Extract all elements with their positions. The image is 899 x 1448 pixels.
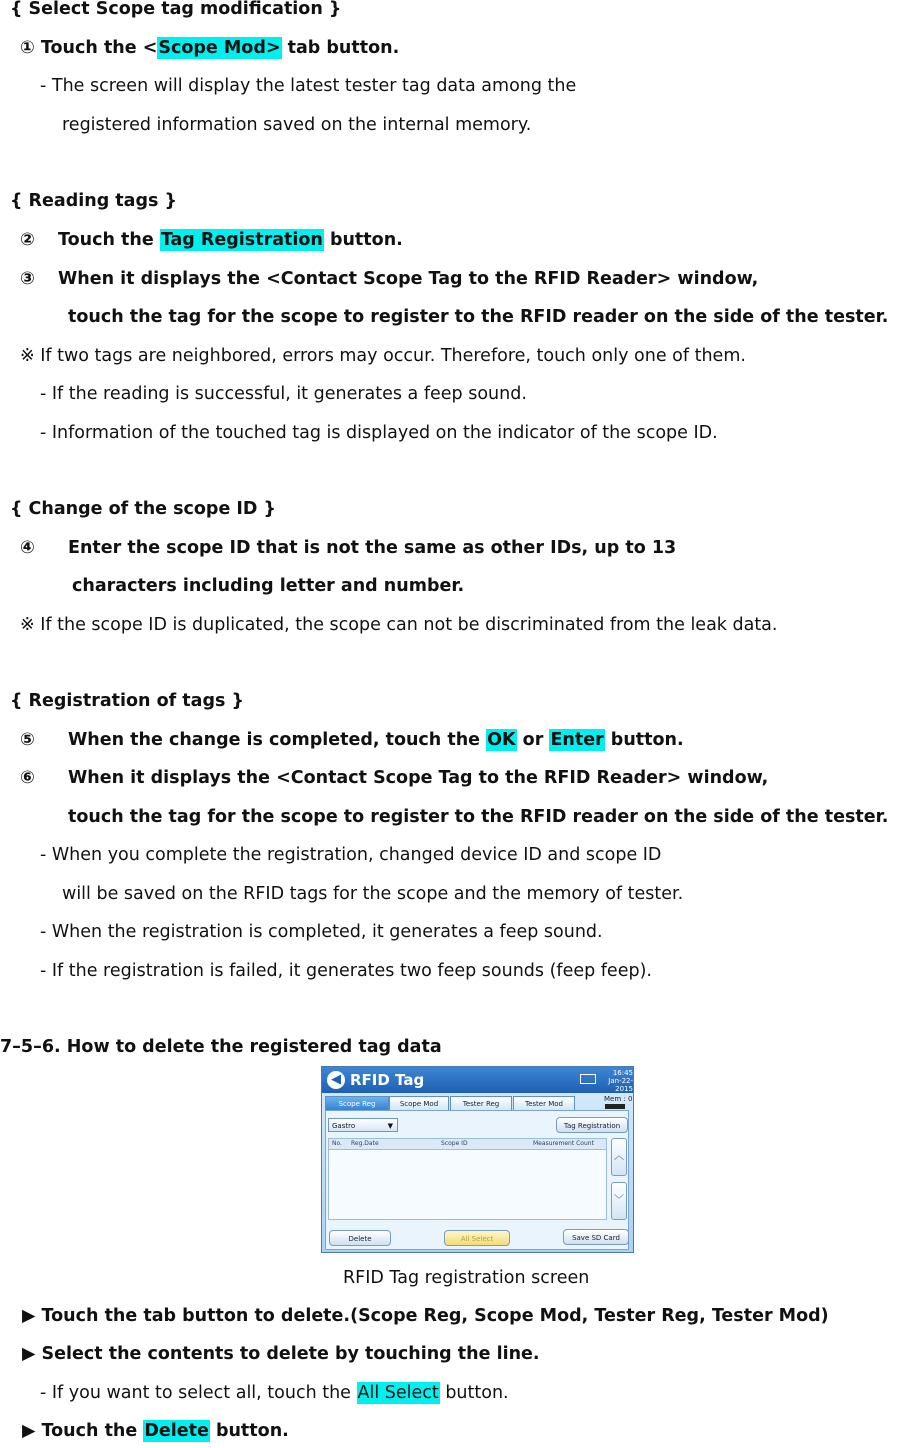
device-date: Jan-22-2015 [608, 1077, 633, 1093]
step-2 [20, 228, 403, 252]
step-text: Touch the [58, 230, 160, 250]
column-no: No. [332, 1140, 342, 1147]
step-text-end: tab button. [281, 38, 400, 58]
department-value: Gastro [332, 1122, 356, 1130]
scroll-up-button[interactable] [611, 1138, 627, 1176]
bullet-3 [22, 1419, 289, 1443]
step-text-mid: or [516, 730, 550, 750]
tab-scope-reg[interactable]: Scope Reg [325, 1096, 389, 1111]
chevron-down-icon: ﹀ [614, 1195, 624, 1206]
tab-tester-reg[interactable]: Tester Reg [450, 1096, 512, 1111]
save-sd-card-button[interactable]: Save SD Card [563, 1229, 629, 1245]
step-text: When the change is completed, touch the [68, 730, 487, 750]
step-1 [20, 36, 399, 60]
step-number: ① [20, 38, 35, 58]
delete-button[interactable]: Delete [329, 1230, 391, 1246]
reading-tags-heading: { Reading tags } [10, 191, 177, 211]
reading-note-1: - If the reading is successful, it generates a feep sound. [40, 384, 527, 404]
step-6-cont: touch the tag for the scope to register to the RFID reader on the side of the tester. [68, 807, 889, 827]
tab-tester-mod[interactable]: Tester Mod [513, 1096, 575, 1111]
bullet-2: ▶ Select the contents to delete by touching the line. [22, 1344, 540, 1364]
step-number: ④ [20, 538, 35, 558]
note-text-end: button. [439, 1383, 509, 1403]
enter-highlight: Enter [550, 730, 604, 750]
scroll-down-button[interactable] [611, 1182, 627, 1220]
step-text-end: button. [323, 230, 403, 250]
memory-label: Mem : 0 [604, 1095, 633, 1103]
note-text: - If you want to select all, touch the [40, 1383, 357, 1403]
tag-list-table[interactable] [328, 1138, 607, 1220]
step-1-note-cont: registered information saved on the internal memory. [62, 115, 532, 135]
step-text: When it displays the <Contact Scope Tag to the RFID Reader> window, [58, 269, 759, 289]
back-arrow-icon[interactable]: ◀ [327, 1071, 345, 1089]
reading-note-2: - Information of the touched tag is displayed on the indicator of the scope ID. [40, 423, 718, 443]
step-4 [20, 536, 676, 560]
step-number: ⑥ [20, 768, 35, 788]
reg-note-2: - When the registration is completed, it generates a feep sound. [40, 922, 603, 942]
step-number: ② [20, 230, 35, 250]
bullet-text-end: button. [209, 1421, 289, 1441]
screenshot-caption: RFID Tag registration screen [343, 1268, 590, 1288]
column-measurement-count: Measurement Count [533, 1140, 594, 1147]
chevron-up-icon: ︿ [614, 1151, 624, 1162]
delete-highlight: Delete [144, 1421, 209, 1441]
change-warning: ※ If the scope ID is duplicated, the scope can not be discriminated from the leak data. [20, 615, 778, 635]
registration-heading: { Registration of tags } [10, 691, 244, 711]
tag-registration-button[interactable]: Tag Registration [556, 1117, 628, 1133]
reading-warning: ※ If two tags are neighbored, errors may occur. Therefore, touch only one of them. [20, 346, 746, 366]
all-select-highlight: All Select [357, 1383, 439, 1403]
step-text-end: button. [604, 730, 684, 750]
device-clock [598, 1069, 633, 1093]
step-4-cont: characters including letter and number. [72, 576, 465, 596]
column-reg-date: Reg.Date [351, 1140, 379, 1147]
step-5 [20, 728, 684, 752]
tag-registration-highlight: Tag Registration [160, 230, 323, 250]
step-3-cont: touch the tag for the scope to register to the RFID reader on the side of the tester. [68, 307, 889, 327]
step-6 [20, 766, 768, 790]
step-text: Touch the < [40, 38, 158, 58]
change-scope-heading: { Change of the scope ID } [10, 499, 277, 519]
step-number: ③ [20, 269, 35, 289]
chevron-down-icon: ▼ [387, 1122, 393, 1130]
table-header [329, 1139, 606, 1150]
step-3 [20, 267, 758, 291]
bullet-text: ▶ Touch the [22, 1421, 144, 1441]
battery-icon [580, 1074, 596, 1084]
device-title: RFID Tag [350, 1071, 425, 1089]
step-text: When it displays the <Contact Scope Tag to the RFID Reader> window, [68, 768, 769, 788]
department-select[interactable] [328, 1118, 398, 1132]
step-text: Enter the scope ID that is not the same as other IDs, up to 13 [68, 538, 677, 558]
all-select-button[interactable]: All Select [444, 1230, 510, 1246]
rfid-tag-screenshot [321, 1066, 634, 1253]
reg-note-1-cont: will be saved on the RFID tags for the scope and the memory of tester. [62, 884, 684, 904]
memory-bar [605, 1104, 625, 1109]
tab-scope-mod[interactable]: Scope Mod [389, 1096, 449, 1111]
column-scope-id: Scope ID [441, 1140, 468, 1147]
device-time: 16:45 [612, 1069, 633, 1077]
select-scope-heading: { Select Scope tag modification } [10, 0, 342, 19]
ok-highlight: OK [487, 730, 516, 750]
bullet-2-note [40, 1381, 509, 1405]
step-number: ⑤ [20, 730, 35, 750]
section-title: 7–5–6. How to delete the registered tag data [0, 1037, 442, 1057]
bullet-1: ▶ Touch the tab button to delete.(Scope Reg, Scope Mod, Tester Reg, Tester Mod) [22, 1306, 829, 1326]
scope-mod-highlight: Scope Mod> [158, 38, 281, 58]
step-1-note: - The screen will display the latest tester tag data among the [40, 76, 577, 96]
device-title-bar [322, 1067, 633, 1093]
reg-note-3: - If the registration is failed, it generates two feep sounds (feep feep). [40, 961, 652, 981]
reg-note-1: - When you complete the registration, changed device ID and scope ID [40, 845, 662, 865]
